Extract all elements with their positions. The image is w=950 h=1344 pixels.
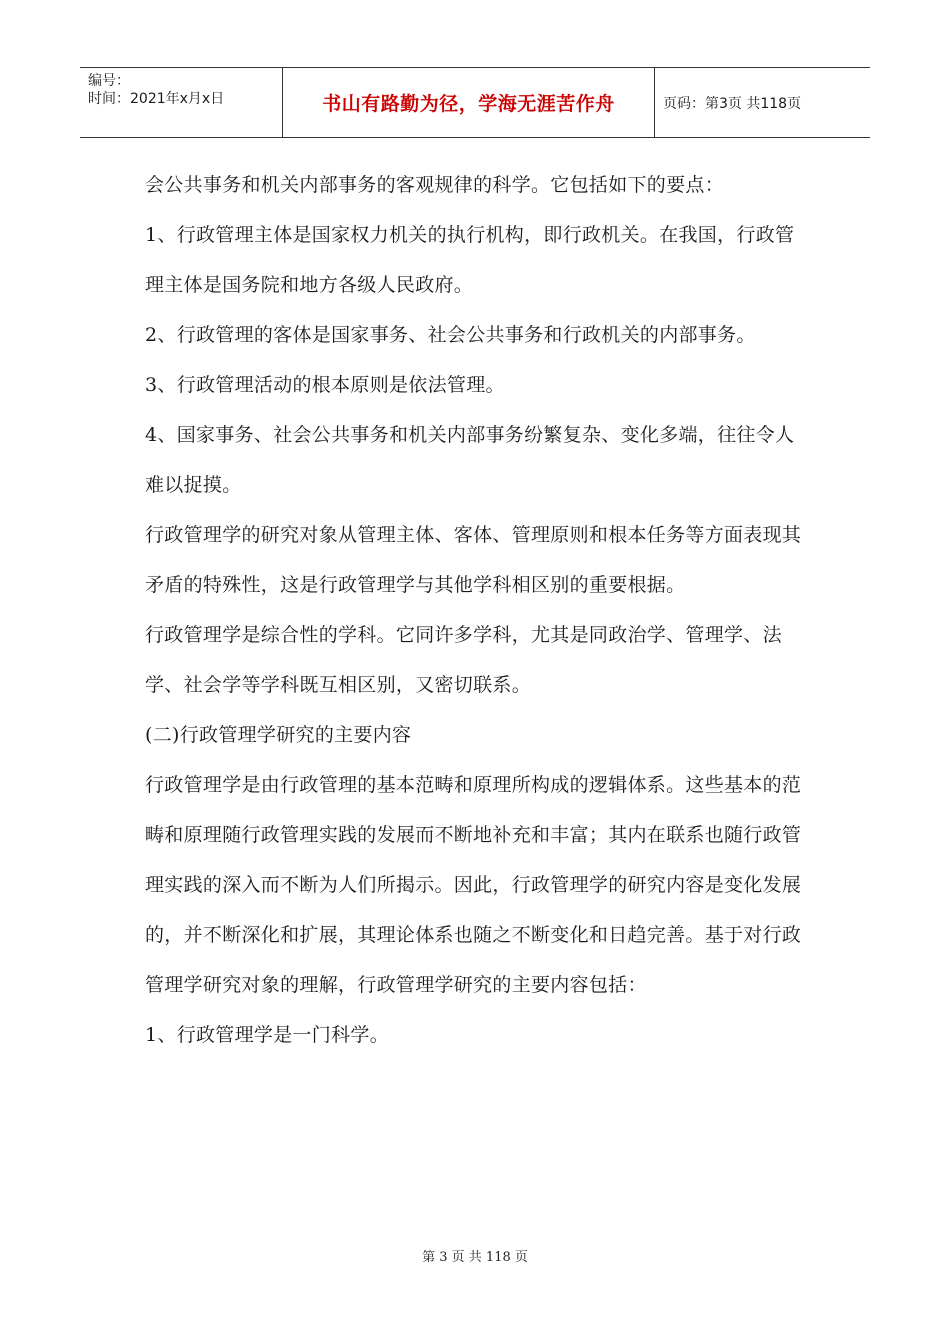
paragraph: 1、行政管理学是一门科学。 xyxy=(145,1024,389,1046)
header-meta-cell xyxy=(80,68,283,137)
document-body xyxy=(145,160,810,1060)
paragraph: 行政管理学是综合性的学科。它同许多学科，尤其是同政治学、管理学、法学、社会学等学科既互相区别，又密切联系。 xyxy=(145,624,782,696)
paragraph: 4、国家事务、社会公共事务和机关内部事务纷繁复杂、变化多端，往往令人难以捉摸。 xyxy=(145,424,795,496)
section-heading: (二)行政管理学研究的主要内容 xyxy=(145,724,412,746)
date-label: 时间：2021年x月x日 xyxy=(88,91,225,107)
serial-number-label: 编号： xyxy=(88,73,130,89)
paragraph: 行政管理学是由行政管理的基本范畴和原理所构成的逻辑体系。这些基本的范畴和原理随行政管理实践的发展而不断地补充和丰富；其内在联系也随行政管理实践的深入而不断为人们所揭示。因此，行政管理学的研究内容是变化发展的，并不断深化和扩展，其理论体系也随之不断变化和日趋完善。基于对行政管理学研究对象的理解，行政管理学研究的主要内容包括： xyxy=(145,774,802,996)
paragraph: 2、行政管理的客体是国家事务、社会公共事务和行政机关的内部事务。 xyxy=(145,324,756,346)
document-header xyxy=(80,67,870,138)
paragraph: 1、行政管理主体是国家权力机关的执行机构，即行政机关。在我国，行政管理主体是国务院和地方各级人民政府。 xyxy=(145,224,795,296)
header-page-code: 页码：第3页 共118页 xyxy=(663,95,802,112)
paragraph: 会公共事务和机关内部事务的客观规律的科学。它包括如下的要点： xyxy=(145,174,725,196)
paragraph: 行政管理学的研究对象从管理主体、客体、管理原则和根本任务等方面表现其矛盾的特殊性，这是行政管理学与其他学科相区别的重要根据。 xyxy=(145,524,802,596)
paragraph: 3、行政管理活动的根本原则是依法管理。 xyxy=(145,374,505,396)
page-footer: 第 3 页 共 118 页 xyxy=(422,1250,528,1265)
header-motto: 书山有路勤为径，学海无涯苦作舟 xyxy=(283,68,655,137)
